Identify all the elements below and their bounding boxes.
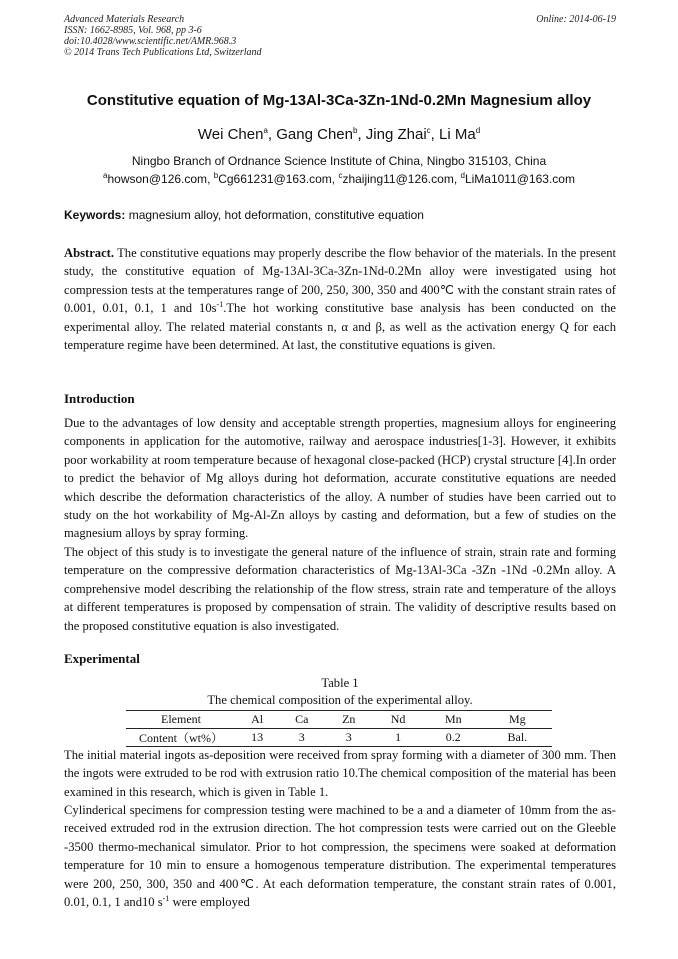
table-caption: The chemical composition of the experimental alloy. [207, 693, 473, 707]
email-mark: d [460, 171, 465, 180]
table-cell: 3 [278, 729, 325, 747]
author-name: Jing Zhai [365, 126, 427, 143]
email-list: $^a$howson@126.com, $^b$Cg661231@163.com, $^c$zhaijing11@126.com, $^d$LiMa1011@163.com [103, 171, 575, 186]
table-label: Table 1 [321, 676, 359, 690]
experimental-paragraph-2-sup: -1 [162, 893, 170, 903]
email-link[interactable]: howson@126.com [107, 172, 208, 186]
author-mark: a [263, 126, 268, 135]
journal-header [64, 14, 616, 58]
author-mark: b [352, 126, 358, 135]
table-header-cell: Zn [325, 711, 372, 729]
paper-title: Constitutive equation of Mg-13Al-3Ca-3Zn-1Nd-0.2Mn Magnesium alloy [86, 92, 592, 109]
table-cell: 1 [372, 729, 424, 747]
table-header-cell: Ca [278, 711, 325, 729]
table-header-cell: Al [236, 711, 278, 729]
introduction-paragraph-2: The object of this study is to investigate the general nature of the influence of strain, strain rate and forming temperature on the compressive deformation characteristics of Mg-13Al-3Ca -3Zn -1Nd -0.2Mn alloy. A comprehensive model describing the relationship of the flow stress, strain rate and temperature of the alloys at different temperatures is proposed by compensation of strain. The validity of descriptive results based on the proposed constitutive equation is also investigated. [64, 545, 616, 633]
author-mark: d [475, 126, 481, 135]
table-row [126, 729, 552, 747]
email-mark: c [338, 171, 343, 180]
journal-name: Advanced Materials Research [64, 14, 185, 25]
author-mark: c [426, 126, 431, 135]
email-link[interactable]: zhaijing11@126.com [342, 172, 454, 186]
table-cell: Content（wt%） [126, 729, 236, 747]
experimental-paragraph-2-text: Cylinderical specimens for compression testing were machined to be a and a diameter of 10mm from the as-received extruded rod in the extrusion direction. The hot compression tests were carried out on the Gleeble -3500 thermo-mechanical simulator. Prior to hot compression, the specimens were soaked at deformation temperature for 10 min to ensure a homogenous temperature distribution. The experimental temperatures were 200, 250, 300, 350 and 400℃. At each deformation temperature, the constant strain rates of 0.001, 0.01, 0.1, 1 and10 s [64, 803, 616, 910]
journal-issn: ISSN: 1662-8985, Vol. 968, pp 3-6 [64, 25, 202, 36]
keywords-text: magnesium alloy, hot deformation, constitutive equation [128, 208, 424, 222]
composition-table [126, 710, 552, 747]
email-mark: a [103, 171, 108, 180]
journal-doi: doi:10.4028/www.scientific.net/AMR.968.3 [64, 36, 237, 47]
author-list: Wei Chen$^a$, Gang Chen$^b$, Jing Zhai$^c$, Li Ma$^d$ [197, 126, 481, 143]
experimental-paragraph-2 [64, 801, 616, 911]
introduction-paragraph-1: Due to the advantages of low density and acceptable strength properties, magnesium alloys for engineering components in application for the automotive, railway and aerospace industries[1-3]. However, it exhibits poor workability at room temperature because of hexagonal close-packed (HCP) crystal structure [4].In order to predict the behavior of Mg alloys during hot deformation, accurate constitutive equations are needed which describe the deformation characteristics of the alloy. A number of studies have been carried out to study on the hot workability of Mg-Al-Zn alloys by casting and deformation, but a few of studies on the magnesium alloys by spray forming. [64, 416, 616, 541]
keywords [64, 208, 616, 222]
table-header-cell: Element [126, 711, 236, 729]
table-cell: 0.2 [424, 729, 483, 747]
author-name: Li Ma [439, 126, 476, 143]
author-name: Gang Chen [276, 126, 353, 143]
table-header-cell: Nd [372, 711, 424, 729]
table-cell: 3 [325, 729, 372, 747]
journal-copyright: © 2014 Trans Tech Publications Ltd, Switzerland [64, 47, 262, 58]
email-mark: b [213, 171, 219, 180]
keywords-label: Keywords: [64, 208, 126, 222]
abstract [64, 244, 616, 354]
table-header-cell: Mn [424, 711, 483, 729]
author-name: Wei Chen [197, 126, 264, 143]
abstract-text-end: .The hot working constitutive base analysis has been conducted on the experimental alloy. The related material constants n, α and β, as well as the activation energy Q for each temperature regime have been determined. At last, the constitutive equations is given. [64, 301, 616, 353]
abstract-sup: -1 [216, 300, 224, 310]
experimental-paragraph-2-end: were employed [169, 895, 250, 910]
table-header-row [126, 711, 552, 729]
experimental-heading: Experimental [64, 651, 140, 666]
experimental-paragraph-1: The initial material ingots as-deposition were received from spray forming with a diameter of 300 mm. Then the ingots were extruded to be rod with extrusion ratio 10.The chemical composition of the material has been examined in this research, which is given in Table 1. [64, 748, 616, 799]
abstract-text: The constitutive equations may properly describe the flow behavior of the materials. In the present study, the constitutive equation of Mg-13Al-3Ca-3Zn-1Nd-0.2Mn alloy were investigated using hot compression tests at the temperatures range of 200, 250, 300, 350 and 400℃ with the constant strain rates of 0.001, 0.01, 0.1, 1 and 10s [64, 246, 616, 316]
table-header-cell: Mg [483, 711, 552, 729]
email-link[interactable]: LiMa1011@163.com [464, 172, 575, 186]
table-cell: Bal. [483, 729, 552, 747]
email-link[interactable]: Cg661231@163.com [218, 172, 332, 186]
abstract-label: Abstract. [64, 246, 115, 260]
table-cell: 13 [236, 729, 278, 747]
online-date: Online: 2014-06-19 [536, 14, 616, 25]
introduction-heading: Introduction [64, 391, 135, 406]
affiliation: Ningbo Branch of Ordnance Science Institute of China, Ningbo 315103, China [131, 154, 547, 168]
